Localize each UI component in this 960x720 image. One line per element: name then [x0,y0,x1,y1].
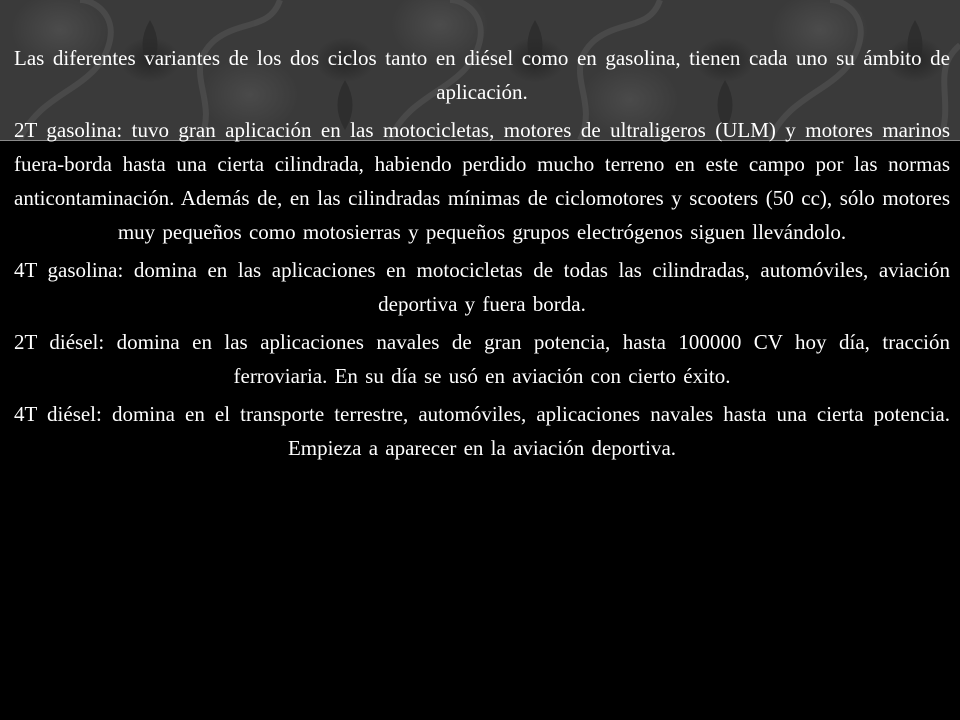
slide-body [14,41,950,469]
paragraph-2t-gasolina: 2T gasolina: tuvo gran aplicación en las motocicletas, motores de ultraligeros (ULM) y motores marinos fuera-borda hasta una cierta cilindrada, habiendo perdido mucho terreno en este campo por las normas anticontaminación. Además de, en las cilindradas mínimas de ciclomotores y scooters (50 cc), sólo motores muy pequeños como motosierras y pequeños grupos electrógenos siguen llevándolo. [14,118,950,244]
paragraph-4t-diesel: 4T diésel: domina en el transporte terrestre, automóviles, aplicaciones navales hasta una cierta potencia. Empieza a aparecer en la aviación deportiva. [14,402,950,460]
intro-paragraph: Las diferentes variantes de los dos ciclos tanto en diésel como en gasolina, tienen cada uno su ámbito de aplicación. [14,46,950,104]
paragraph-2t-diesel: 2T diésel: domina en las aplicaciones navales de gran potencia, hasta 100000 CV hoy día, tracción ferroviaria. En su día se usó en aviación con cierto éxito. [14,330,950,388]
paragraph-4t-gasolina: 4T gasolina: domina en las aplicaciones en motocicletas de todas las cilindradas, automóviles, aviación deportiva y fuera borda. [14,258,950,316]
